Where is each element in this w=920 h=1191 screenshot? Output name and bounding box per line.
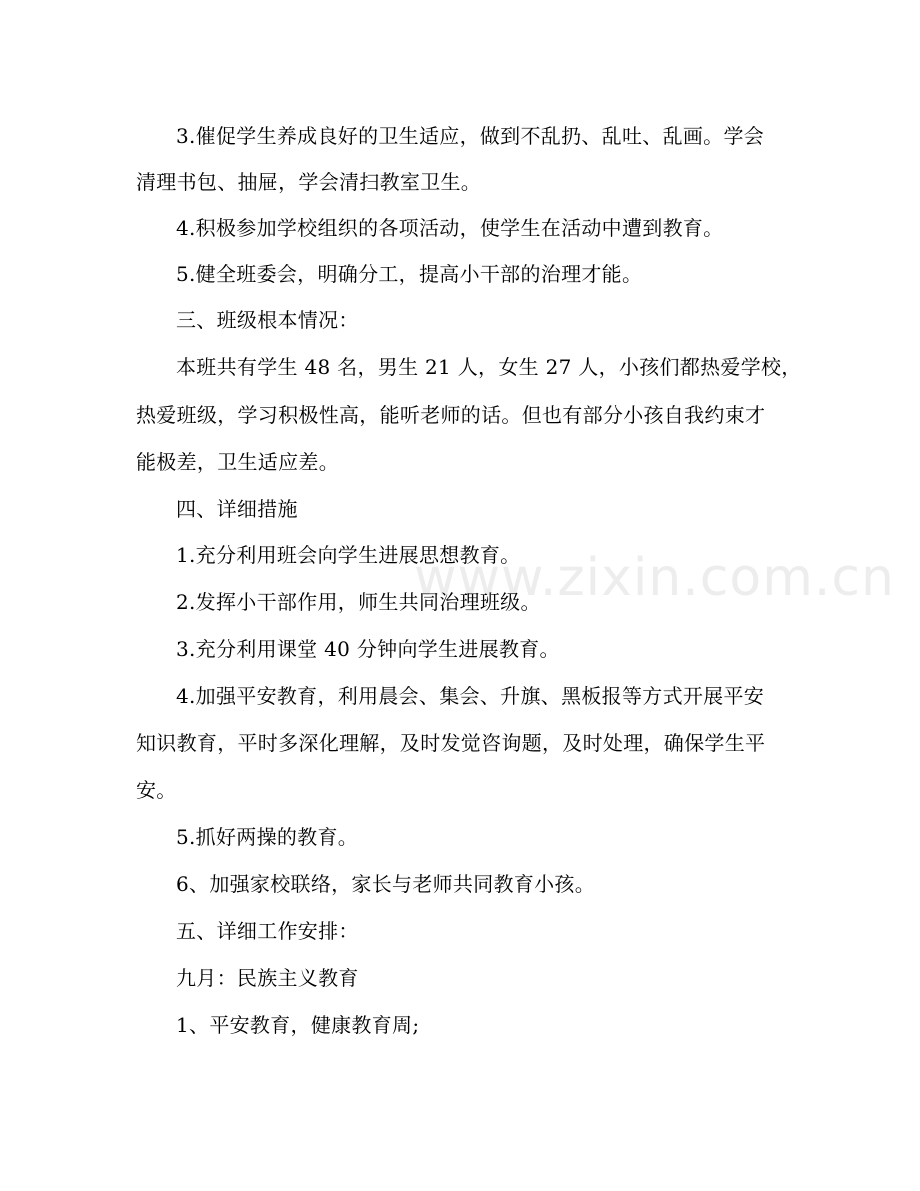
watermark: www.zixin.com.cn [414,548,895,608]
paragraph-line: 1.充分利用班会向学生进展思想教育。 [176,543,521,567]
paragraph-line: 2.发挥小干部作用，师生共同治理班级。 [176,590,541,614]
section-heading: 三、班级根本情况： [176,308,359,332]
paragraph-line: 5.抓好两操的教育。 [176,825,359,849]
paragraph-line: 1、平安教育，健康教育周; [176,1013,420,1037]
paragraph-line: 清理书包、抽屉，学会清扫教室卫生。 [136,170,482,194]
paragraph-line: 3.催促学生养成良好的卫生适应，做到不乱扔、乱吐、乱画。学会 [176,124,765,148]
paragraph-line: 热爱班级，学习积极性高，能听老师的话。但也有部分小孩自我约束才 [136,403,766,427]
paragraph-line: 九月：民族主义教育 [176,966,359,990]
section-heading: 四、详细措施 [176,497,298,521]
paragraph-line: 5.健全班委会，明确分工，提高小干部的治理才能。 [176,262,643,286]
paragraph-line: 4.积极参加学校组织的各项活动，使学生在活动中遭到教育。 [176,216,724,240]
paragraph-line: 能极差，卫生适应差。 [136,450,339,474]
paragraph-line: 3.充分利用课堂 40 分钟向学生进展教育。 [176,637,560,661]
paragraph-line: 4.加强平安教育，利用晨会、集会、升旗、黑板报等方式开展平安 [176,684,765,708]
paragraph-line: 本班共有学生 48 名，男生 21 人，女生 27 人，小孩们都热爱学校， [176,355,802,379]
paragraph-line: 6、加强家校联络，家长与老师共同教育小孩。 [176,872,596,896]
paragraph-line: 安。 [136,778,177,802]
paragraph-line: 知识教育，平时多深化理解，及时发觉咨询题，及时处理，确保学生平 [136,731,766,755]
section-heading: 五、详细工作安排： [176,919,359,943]
